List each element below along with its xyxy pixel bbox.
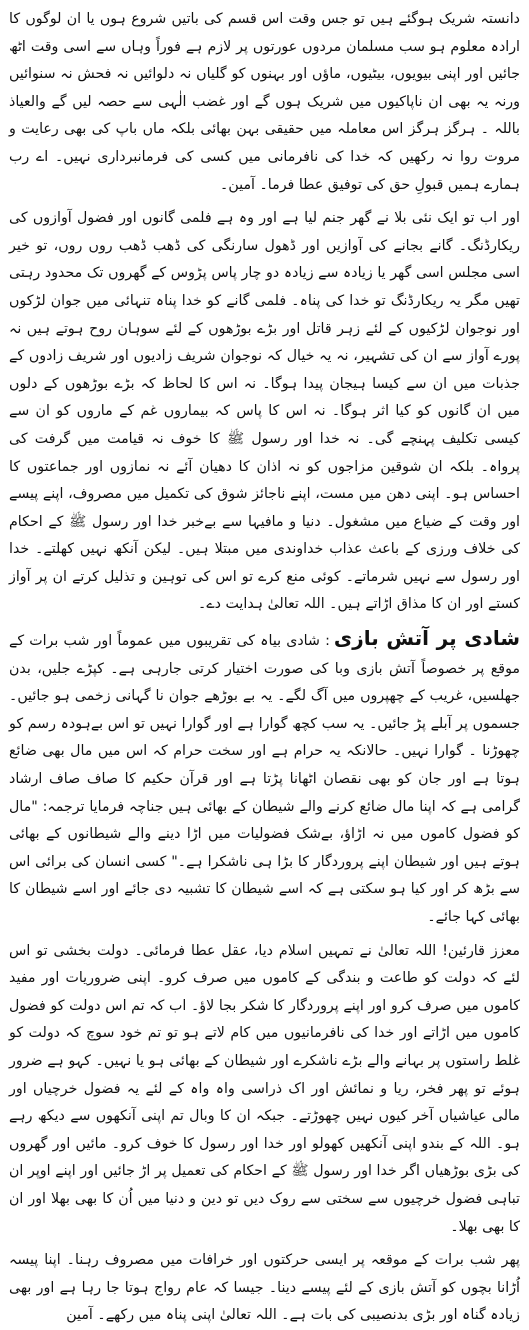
paragraph-2 bbox=[9, 205, 520, 619]
paragraph-3 bbox=[9, 625, 520, 932]
paragraph-4-text: معزز قارئین! اللہ تعالیٰ نے تمہیں اسلام دیا، عقل عطا فرمائی۔ دولت بخشی تو اس لئے کہ دولت کو طاعت و بندگی کے کاموں میں صرف کرو۔ اپنی ضروریات اور مفید کاموں میں صرف کرو اور اپنے پروردگار کا شکر بجا لاؤ۔ اب کہ تم اس دولت کو فضول کاموں میں اڑاتے اور خدا کی نافرمانیوں میں کام لاتے ہو تو تم خود سوچ کہ دولت کو غلط راستوں پر بہانے والے بڑے ناشکرے اور شیطان کے بھائی ہو یا نہیں۔ کہو ہے ضرور ہوئے تو پھر فخر، ریا و نمائش اور اک ذراسی واہ واہ کے لئے یہ فضول خرچیاں اور مالی عیاشیاں آخر کیوں نہیں چھوڑتے۔ جبکہ ان کا وبال تم اپنی آنکھوں سے دیکھ رہے ہو۔ اللہ کے بندو اپنی آنکھیں کھولو اور خدا اور رسول کا خوف کرو۔ مائیں اور گھروں کی بڑی بوڑھیاں اگر خدا اور رسول ﷺ کے احکام کی تعمیل پر اڑ جائیں اور اپنے اوپر ان تباہی فضول خرچیوں سے سختی سے روک دیں تو دین و دنیا میں اُن کا بھی بھلا اور ان کا بھی بھلا۔ bbox=[9, 942, 520, 1235]
paragraph-4 bbox=[9, 938, 520, 1242]
paragraph-2-text: اور اب تو ایک نئی بلا نے گھر جنم لیا ہے اور وہ ہے فلمی گانوں اور فضول آوازوں کی ریکارڈنگ۔ گانے بجانے کی آوازیں اور ڈھول سارنگی کی ڈھب ڈھب روں روں، تو خیر اسی مجلس اسی گھر یا زیادہ سے زیادہ دو چار پاس پڑوس کے گھروں تک محدود رہتی تھیں مگر یہ ریکارڈنگ تو خدا کی پناہ۔ فلمی گانے کو خدا پناہ تنہائی میں جوان لڑکوں اور نوجوان لڑکیوں کے لئے زہر قاتل اور بڑے بوڑھوں کے لئے سوہان روح ہوتے ہیں نہ پورے آواز سے ان کی تشہیر، نہ یہ خیال کہ نوجوان شریف زادیوں اور شریف زادوں کے جذبات میں ان سے کیسا ہیجان پیدا ہوگا۔ نہ اس کا لحاظ کہ بڑے بوڑھوں کے دلوں میں ان گانوں کو کیا اثر ہوگا۔ نہ اس کا پاس کہ بیماروں غم کے ماروں کو ان سے کیسی تکلیف پہنچے گی۔ نہ خدا اور رسول ﷺ کا خوف نہ قیامت میں گرفت کی پرواہ۔ بلکہ ان شوقین مزاجوں کو نہ اذان کا دھیان آئے نہ نمازوں اور جماعتوں کا احساس ہو۔ اپنی دھن میں مست، اپنے ناجائز شوق کی تکمیل میں مصروف، اپنے پیسے اور وقت کے ضیاع میں مشغول۔ دنیا و مافیہا سے بےخبر خدا اور رسول ﷺ کے احکام کی خلاف ورزی کے باعث عذاب خداوندی میں مبتلا ہیں۔ لیکن آنکھ نہیں کھلتے۔ خدا اور رسول سے نہیں شرماتے۔ کوئی منع کرے تو اس کی توہین و تذلیل کرتے ان پر آواز کستے اور ان کا مذاق اڑاتے ہیں۔ اللہ تعالیٰ ہدایت دے۔ bbox=[9, 210, 520, 613]
paragraph-1-text: دانستہ شریک ہوگئے ہیں تو جس وقت اس قسم کی باتیں شروع ہوں یا ان لوگوں کا ارادہ معلوم ہو سب مسلمان مردوں عورتوں پر لازم ہے فوراً وہاں سے اسی وقت اٹھ جائیں اور اپنی بیویوں، بیٹیوں، ماؤں اور بہنوں کو گلیاں نہ دلوائیں نہ فحش نہ سنوائیں ورنہ یہ بھی ان ناپاکیوں میں شریک ہوں گے اور غضب الٰہی سے حصہ لیں گے والعیاذ باللہ ۔ ہرگز ہرگز اس معاملہ میں حقیقی بہن بھائی بلکہ ماں باپ کی بھی رعایت و مروت روا نہ رکھیں کہ خدا کی نافرمانی میں کسی کی فرمانبرداری نہیں۔ اے رب ہمارے ہمیں قبولِ حق کی توفیق عطا فرما۔ آمین۔ bbox=[9, 11, 520, 193]
paragraph-5 bbox=[9, 1247, 520, 1330]
paragraph-3-text: : شادی بیاہ کی تقریبوں میں عموماً اور شب برات کے موقع پر خصوصاً آتش بازی وبا کی صورت اختیار کرتی جارہی ہے۔ کپڑے جلیں، بدن جھلسیں، غریب کے چھپروں میں آگ لگے۔ یہ بے بوڑھے جوان نا گہانی زخمی ہو جائیں۔ جسموں پر آبلے پڑ جائیں۔ یہ سب کچھ گوارا ہے اور گوارا نہیں تو اس بےہودہ رسم کو چھوڑنا ۔ گوارا نہیں۔ حالانکہ یہ حرام ہے اور سخت حرام کہ اس میں مال بھی ضائع ہوتا ہے اور جان کو بھی نقصان اٹھانا پڑتا ہے اور قرآن حکیم کا صاف صاف ارشاد گرامی ہے کہ اپنا مال ضائع کرنے والے شیطان کے بھائی ہیں جناچہ فرمایا ترجمہ: "مال کو فضول کاموں میں نہ اڑاؤ، بےشک فضولیات میں اڑا دینے والے شیطانوں کے بھائی ہوتے ہیں اور شیطان اپنے پروردگار کا بڑا ہی ناشکرا ہے۔" کسی انسان کی برائی اس سے بڑھ کر اور کیا ہو سکتی ہے کہ اسے شیطان کا تشبیہ دی جائے اور اسے شیطان کا بھائی کہا جائے۔ bbox=[9, 633, 520, 925]
paragraph-1 bbox=[9, 6, 520, 199]
section-heading-fireworks: شادی پر آتش بازی bbox=[333, 626, 520, 651]
paragraph-5-text: پھر شب برات کے موقعہ پر ایسی حرکتوں اور خرافات میں مصروف رہنا۔ اپنا پیسہ اُڑانا بچوں کو آتش بازی کے لئے پیسے دینا۔ جیسا کہ عام رواج ہوتا جا رہا ہے اور بھی زیادہ گناہ اور بڑی بدنصیبی کی بات ہے۔ اللہ تعالیٰ اپنی پناہ میں رکھے۔ آمین bbox=[9, 1252, 520, 1324]
